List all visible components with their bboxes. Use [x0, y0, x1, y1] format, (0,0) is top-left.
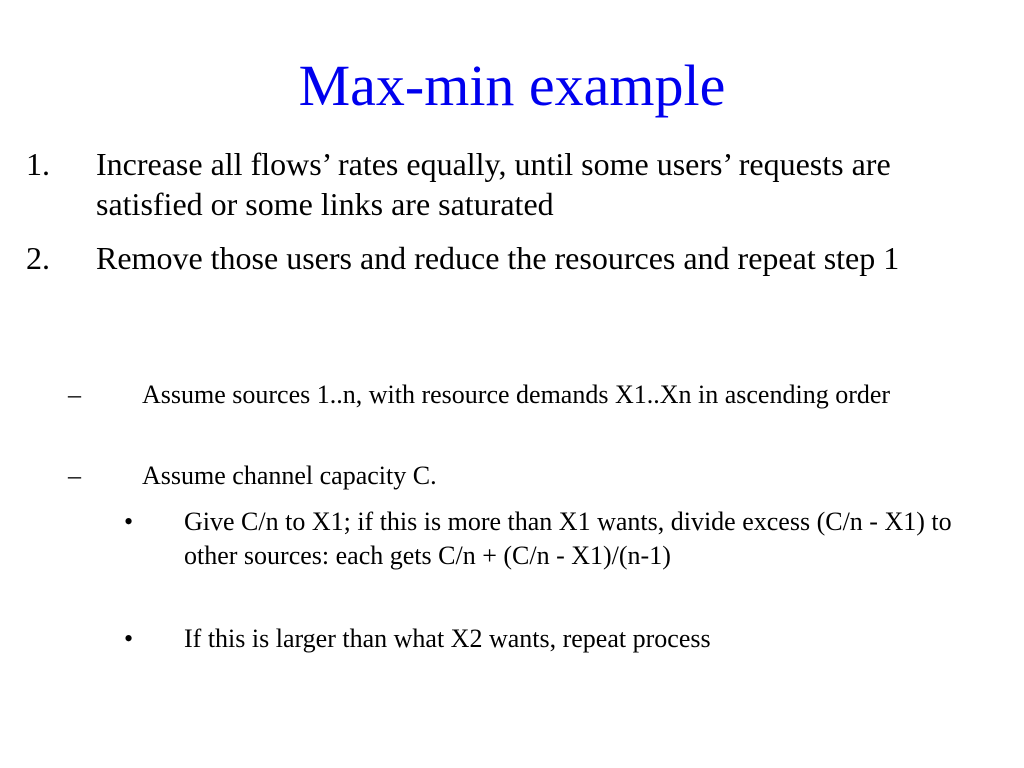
numbered-marker: 1.: [26, 146, 50, 182]
dash-text: Assume sources 1..n, with resource demands X1..Xn in ascending order: [142, 380, 891, 409]
dash-item-1: [68, 378, 948, 412]
bullet-text: Give C/n to X1; if this is more than X1 wants, divide excess (C/n - X1) to other sources: each gets C/n + (C/n - X1)/(n-1): [184, 507, 952, 570]
bullet-item-1: [124, 505, 964, 573]
dash-marker: –: [68, 380, 81, 409]
slide-title: Max-min example: [298, 53, 726, 118]
bullet-marker: •: [124, 624, 134, 653]
numbered-item-1: [26, 144, 966, 224]
bullet-text: If this is larger than what X2 wants, repeat process: [184, 624, 711, 653]
bullet-item-2: [124, 622, 964, 656]
numbered-text: Increase all flows’ rates equally, until some users’ requests are satisfied or some links are saturated: [96, 146, 891, 222]
numbered-text: Remove those users and reduce the resources and repeat step 1: [96, 240, 900, 276]
bullet-marker: •: [124, 507, 134, 536]
numbered-marker: 2.: [26, 240, 50, 276]
dash-text: Assume channel capacity C.: [142, 461, 437, 490]
numbered-item-2: [26, 238, 966, 278]
dash-item-2: [68, 459, 948, 493]
dash-marker: –: [68, 461, 81, 490]
